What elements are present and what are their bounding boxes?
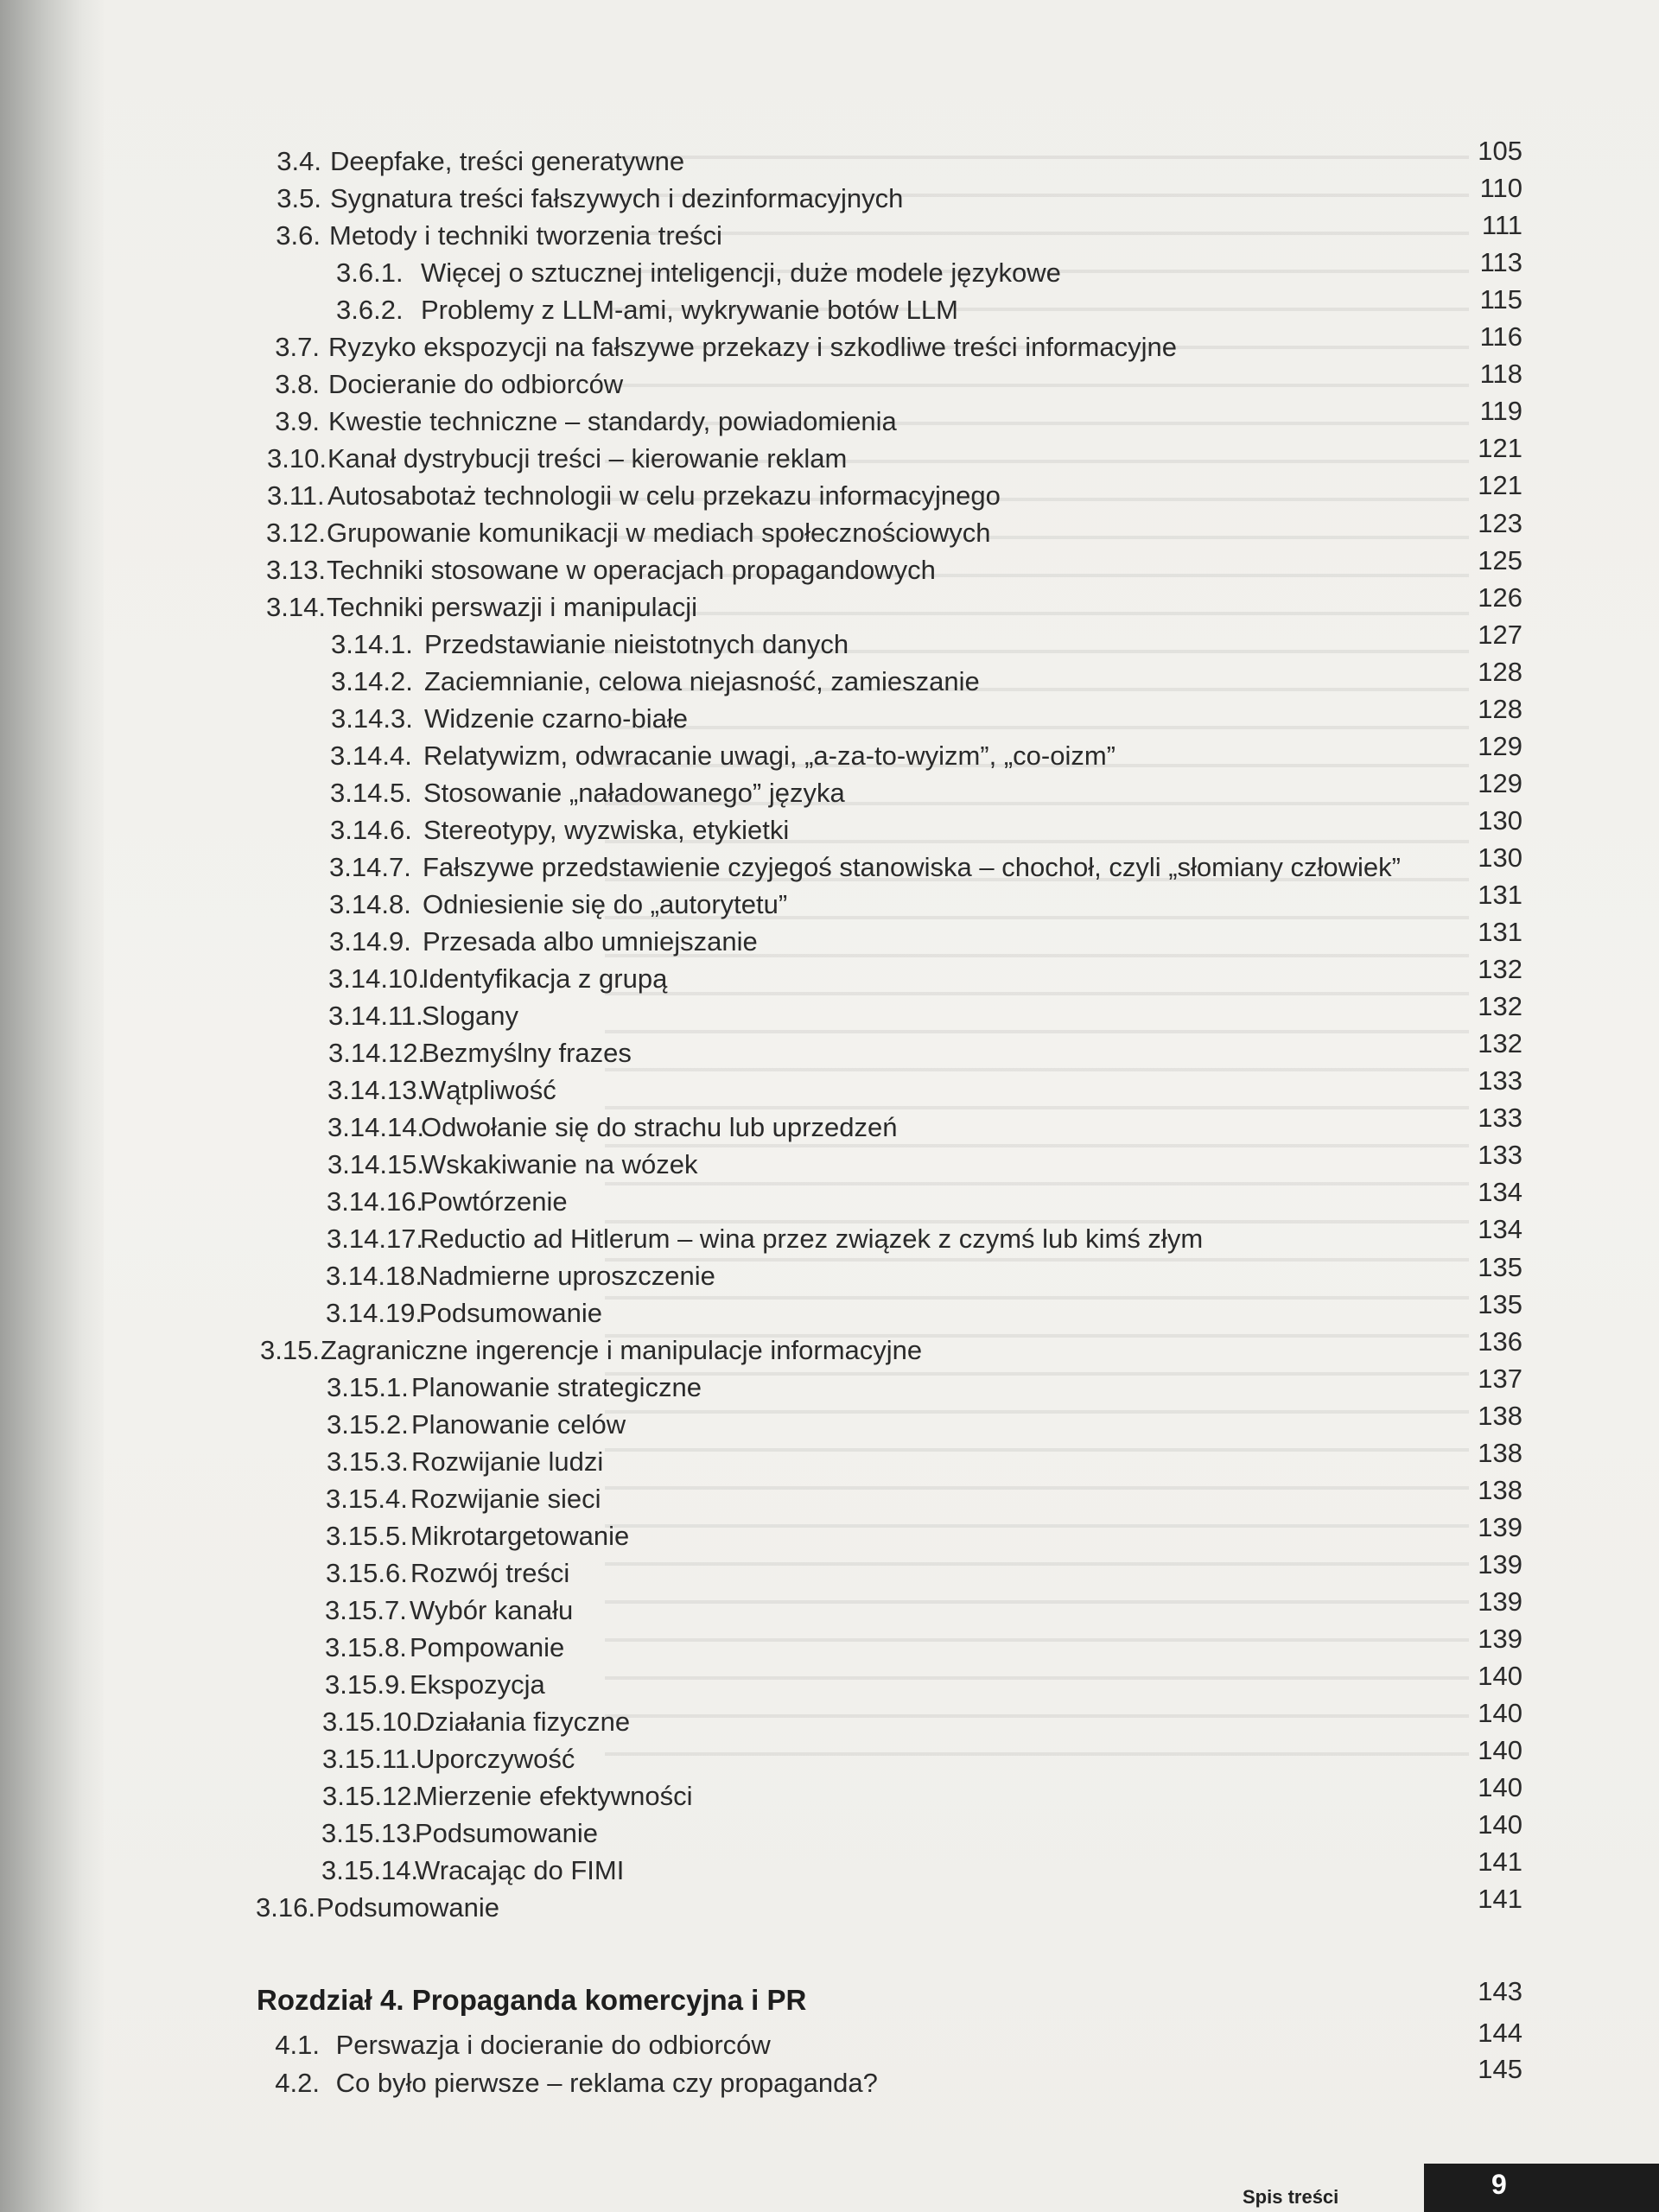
toc-entry <box>329 925 758 958</box>
toc-entry-number: 3.15.10. <box>322 1707 420 1737</box>
toc-entry-number: 3.14.16. <box>327 1186 424 1217</box>
toc-entry-number: 3.15.8. <box>325 1632 407 1662</box>
toc-entry <box>325 1594 573 1627</box>
toc-entry-page: 141 <box>1478 1847 1522 1878</box>
toc-entry <box>268 331 1177 364</box>
toc-entry <box>268 368 623 401</box>
toc-entry-page: 133 <box>1478 1065 1522 1096</box>
chapter-heading: Rozdział 4. Propaganda komercyjna i PR <box>257 1984 807 2016</box>
toc-entry-number: 3.6.1. <box>336 257 404 288</box>
toc-entry-number: 3.9. <box>275 406 320 436</box>
toc-entry-page: 137 <box>1478 1363 1522 1394</box>
toc-entry <box>327 1111 897 1144</box>
toc-entry <box>327 1446 603 1478</box>
toc-entry <box>327 1223 1203 1255</box>
toc-entry <box>322 1780 692 1813</box>
toc-entry-title: Relatywizm, odwracanie uwagi, „a-za-to-wyizm”, „co-oizm” <box>423 741 1116 771</box>
toc-entry-page: 130 <box>1478 842 1522 873</box>
toc-entry-number: 3.15.13. <box>321 1818 419 1848</box>
toc-entry <box>268 2029 771 2062</box>
toc-entry-title: Kwestie techniczne – standardy, powiadomienia <box>328 406 897 436</box>
toc-entry-title: Rozwój treści <box>410 1558 570 1588</box>
toc-entry-page: 139 <box>1478 1624 1522 1654</box>
toc-entry-page: 125 <box>1478 544 1522 575</box>
toc-entry-title: Odwołanie się do strachu lub uprzedzeń <box>421 1112 898 1142</box>
toc-entry-number: 3.14.17. <box>327 1224 424 1254</box>
toc-entry-title: Deepfake, treści generatywne <box>330 146 685 176</box>
toc-entry-title: Podsumowanie <box>419 1298 602 1328</box>
toc-entry-number: 3.15.2. <box>327 1409 409 1440</box>
toc-entry-number: 3.15.6. <box>326 1558 408 1588</box>
toc-entry-number: 3.15.12. <box>322 1781 420 1811</box>
toc-entry-page: 132 <box>1478 954 1522 985</box>
toc-entry <box>270 145 684 178</box>
toc-entry <box>331 628 849 661</box>
toc-entry-title: Zaciemnianie, celowa niejasność, zamieszanie <box>424 666 980 696</box>
toc-entry-title: Problemy z LLM-ami, wykrywanie botów LLM <box>421 295 958 325</box>
toc-entry-page: 131 <box>1478 917 1522 948</box>
toc-entry-title: Wybór kanału <box>410 1595 574 1625</box>
toc-entry-title: Techniki stosowane w operacjach propagandowych <box>327 555 936 585</box>
toc-entry-title: Nadmierne uproszczenie <box>419 1261 715 1291</box>
toc-entry-page: 135 <box>1478 1288 1522 1319</box>
toc-entry-number: 3.14.18. <box>326 1261 423 1291</box>
toc-entry <box>268 405 897 438</box>
toc-entry-number: 3.8. <box>275 369 320 399</box>
toc-entry <box>328 1000 518 1033</box>
toc-entry-page: 140 <box>1478 1809 1522 1840</box>
toc-entry-title: Bezmyślny frazes <box>422 1038 632 1068</box>
toc-entry-page: 139 <box>1478 1586 1522 1617</box>
toc-entry <box>331 665 980 698</box>
toc-entry <box>326 1260 715 1293</box>
toc-entry <box>325 1631 564 1664</box>
toc-entry-number: 3.14.11. <box>328 1001 423 1031</box>
toc-entry-page: 140 <box>1478 1661 1522 1692</box>
toc-entry-page: 128 <box>1478 656 1522 687</box>
toc-entry <box>325 1669 545 1701</box>
toc-entry <box>327 1148 697 1181</box>
toc-entry-number: 3.14.3. <box>331 703 413 734</box>
toc-entry-page: 131 <box>1478 880 1522 910</box>
toc-entry-page: 127 <box>1478 619 1522 650</box>
toc-entry-title: Uporczywość <box>416 1744 575 1774</box>
toc-entry-title: Odniesienie się do „autorytetu” <box>423 889 788 919</box>
toc-entry-number: 3.11. <box>267 480 325 511</box>
toc-entry-title: Autosabotaż technologii w celu przekazu informacyjnego <box>327 480 1001 511</box>
toc-entry-number: 3.6. <box>276 220 321 251</box>
toc-entry-number: 3.14.10. <box>328 963 426 994</box>
toc-entry-page: 116 <box>1479 321 1522 353</box>
toc-entry-page: 113 <box>1479 247 1522 278</box>
toc-entry-number: 3.14.19. <box>326 1298 423 1328</box>
toc-entry-title: Powtórzenie <box>420 1186 568 1217</box>
toc-entry-title: Podsumowanie <box>316 1892 499 1923</box>
toc-entry-page: 118 <box>1479 359 1522 390</box>
toc-entry-title: Przesada albo umniejszanie <box>423 926 758 957</box>
toc-entry-title: Rozwijanie sieci <box>410 1484 601 1514</box>
toc-entry-title: Reductio ad Hitlerum – wina przez związek z czymś lub kimś złym <box>420 1224 1204 1254</box>
toc-entry <box>331 702 688 735</box>
toc-entry-number: 3.15.5. <box>326 1521 408 1551</box>
toc-entry-title: Działania fizyczne <box>416 1707 631 1737</box>
toc-entry-page: 134 <box>1478 1214 1522 1245</box>
toc-entry <box>266 591 697 624</box>
toc-entry-page: 135 <box>1478 1251 1522 1282</box>
toc-entry-title: Wskakiwanie na wózek <box>421 1149 698 1179</box>
toc-entry-title: Fałszywe przedstawienie czyjegoś stanowiska – chochoł, czyli „słomiany człowiek” <box>423 852 1401 882</box>
toc-entry-title: Planowanie strategiczne <box>411 1372 702 1402</box>
toc-entry-page: 132 <box>1478 991 1522 1022</box>
toc-entry <box>336 257 1061 289</box>
toc-entry-page: 141 <box>1478 1884 1522 1915</box>
footer-page-number: 9 <box>1491 2169 1507 2200</box>
toc-entry <box>327 1185 568 1218</box>
toc-entry-number: 3.6.2. <box>336 295 404 325</box>
toc-entry-page: 145 <box>1478 2054 1522 2084</box>
toc-entry-number: 3.10. <box>267 443 327 474</box>
toc-entry-page: 130 <box>1478 804 1522 836</box>
toc-entry-number: 3.15.1. <box>327 1372 409 1402</box>
toc-entry-number: 3.15.3. <box>327 1446 409 1477</box>
toc-entry <box>326 1520 629 1553</box>
toc-entry-title: Pompowanie <box>410 1632 565 1662</box>
toc-entry-title: Zagraniczne ingerencje i manipulacje informacyjne <box>321 1335 923 1365</box>
toc-entry-title: Ekspozycja <box>410 1669 545 1700</box>
toc-entry-page: 140 <box>1478 1735 1522 1766</box>
toc-entry <box>266 517 990 550</box>
toc-entry <box>330 777 845 810</box>
toc-entry <box>322 1706 630 1738</box>
toc-entry-page: 123 <box>1478 507 1522 538</box>
toc-entry-page: 138 <box>1478 1437 1522 1468</box>
toc-entry <box>327 1371 702 1404</box>
toc-entry-page: 132 <box>1478 1028 1522 1059</box>
toc-entry-page: 128 <box>1478 693 1522 724</box>
toc-entry-number: 3.14.4. <box>330 741 412 771</box>
toc-entry <box>327 1074 556 1107</box>
toc-entry-number: 3.14.1. <box>331 629 413 659</box>
toc-entry-number: 3.5. <box>276 183 321 213</box>
toc-entry-title: Przedstawianie nieistotnych danych <box>424 629 849 659</box>
toc-entry-title: Mikrotargetowanie <box>410 1521 630 1551</box>
toc-entry-page: 138 <box>1478 1474 1522 1505</box>
toc-entry-page: 111 <box>1481 210 1522 241</box>
toc-entry-page: 140 <box>1478 1698 1522 1729</box>
toc-entry-title: Stosowanie „naładowanego” języka <box>423 778 845 808</box>
toc-entry-number: 3.14.14. <box>327 1112 425 1142</box>
toc-entry-title: Wątpliwość <box>421 1075 556 1105</box>
toc-entry <box>256 1891 499 1924</box>
toc-entry-page: 140 <box>1478 1772 1522 1803</box>
toc-entry-title: Planowanie celów <box>411 1409 626 1440</box>
toc-entry-number: 3.16. <box>256 1892 315 1923</box>
toc-entry-number: 3.13. <box>266 555 326 585</box>
toc-entry <box>328 1037 632 1070</box>
toc-entry-title: Kanał dystrybucji treści – kierowanie reklam <box>327 443 848 474</box>
toc-entry <box>330 814 789 847</box>
chapter-page-number: 143 <box>1478 1976 1522 2006</box>
toc-entry <box>326 1557 569 1590</box>
toc-entry-number: 3.12. <box>266 518 326 548</box>
toc-entry-page: 110 <box>1479 173 1522 204</box>
toc-entry-number: 3.15.4. <box>326 1484 408 1514</box>
toc-entry <box>270 182 903 215</box>
toc-entry <box>266 554 936 587</box>
toc-entry-page: 115 <box>1479 284 1522 315</box>
toc-entry <box>321 1854 624 1887</box>
toc-entry <box>330 740 1116 772</box>
toc-entry-title: Metody i techniki tworzenia treści <box>329 220 722 251</box>
toc-entry-number: 3.14.2. <box>331 666 413 696</box>
toc-entry-number: 3.14.9. <box>329 926 411 957</box>
toc-entry-title: Perswazja i docieranie do odbiorców <box>335 2030 771 2060</box>
toc-entry-page: 129 <box>1478 767 1522 798</box>
toc-entry-page: 129 <box>1478 730 1522 761</box>
toc-entry-number: 4.2. <box>275 2068 320 2098</box>
toc-entry <box>268 2067 878 2100</box>
toc-entry <box>322 1743 575 1776</box>
toc-entry-number: 3.14.12. <box>328 1038 426 1068</box>
toc-entry-title: Wracając do FIMI <box>415 1855 625 1885</box>
toc-entry-page: 119 <box>1479 396 1522 427</box>
toc-entry-page: 121 <box>1478 433 1522 464</box>
toc-entry-page: 133 <box>1478 1140 1522 1171</box>
toc-entry-title: Techniki perswazji i manipulacji <box>327 592 698 622</box>
toc-entry-number: 4.1. <box>275 2030 320 2060</box>
toc-entry-title: Co było pierwsze – reklama czy propaganda? <box>335 2068 878 2098</box>
toc-entry-title: Sygnatura treści fałszywych i dezinformacyjnych <box>330 183 904 213</box>
toc-entry-number: 3.14.8. <box>329 889 411 919</box>
toc-entry <box>326 1297 602 1330</box>
toc-entry-page: 105 <box>1478 136 1522 166</box>
toc-entry-page: 144 <box>1478 2018 1522 2048</box>
toc-entry-page: 139 <box>1478 1548 1522 1580</box>
toc-entry <box>327 1408 626 1441</box>
toc-entry <box>329 851 1401 884</box>
toc-entry-number: 3.15. <box>260 1335 320 1365</box>
toc-entry <box>336 294 958 327</box>
toc-entry <box>267 480 1001 512</box>
toc-entry-title: Stereotypy, wyzwiska, etykietki <box>423 815 790 845</box>
toc-entry <box>321 1817 598 1850</box>
toc-entry-title: Więcej o sztucznej inteligencji, duże modele językowe <box>421 257 1061 288</box>
toc-entry <box>329 888 787 921</box>
footer-section-label: Spis treści <box>1243 2186 1339 2208</box>
toc-entry-page: 121 <box>1478 470 1522 501</box>
toc-entry-page: 139 <box>1478 1511 1522 1542</box>
toc-entry-number: 3.4. <box>276 146 321 176</box>
toc-entry-page: 134 <box>1478 1177 1522 1208</box>
toc-entry-page: 138 <box>1478 1400 1522 1431</box>
toc-entry-number: 3.7. <box>275 332 320 362</box>
toc-entry-number: 3.14. <box>266 592 326 622</box>
toc-entry-number: 3.14.13. <box>327 1075 425 1105</box>
toc-entry-title: Identyfikacja z grupą <box>422 963 668 994</box>
toc-entry <box>326 1483 601 1516</box>
toc-entry-number: 3.15.14. <box>321 1855 419 1885</box>
toc-entry <box>260 1334 922 1367</box>
toc-entry <box>328 963 667 995</box>
toc-entry-title: Ryzyko ekspozycji na fałszywe przekazy i szkodliwe treści informacyjne <box>328 332 1177 362</box>
toc-entry-title: Widzenie czarno-białe <box>424 703 688 734</box>
footer-page-tab <box>1424 2164 1659 2212</box>
toc-entry <box>269 219 722 252</box>
toc-entry-number: 3.14.6. <box>330 815 412 845</box>
toc-entry-page: 136 <box>1478 1325 1522 1357</box>
toc-entry-title: Slogany <box>422 1001 519 1031</box>
toc-entry-page: 126 <box>1478 582 1522 613</box>
toc-entry-title: Rozwijanie ludzi <box>411 1446 604 1477</box>
toc-entry-page: 133 <box>1478 1103 1522 1134</box>
toc-entry-number: 3.14.5. <box>330 778 412 808</box>
toc-entry-title: Podsumowanie <box>415 1818 598 1848</box>
toc-entry-title: Docieranie do odbiorców <box>328 369 624 399</box>
toc-entry <box>267 442 847 475</box>
toc-entry-number: 3.14.7. <box>329 852 411 882</box>
toc-entry-title: Mierzenie efektywności <box>416 1781 693 1811</box>
toc-entry-number: 3.15.7. <box>325 1595 407 1625</box>
toc-entry-number: 3.14.15. <box>327 1149 425 1179</box>
toc-entry-number: 3.15.9. <box>325 1669 407 1700</box>
toc-entry-title: Grupowanie komunikacji w mediach społecznościowych <box>327 518 991 548</box>
toc-entry-number: 3.15.11. <box>322 1744 417 1774</box>
